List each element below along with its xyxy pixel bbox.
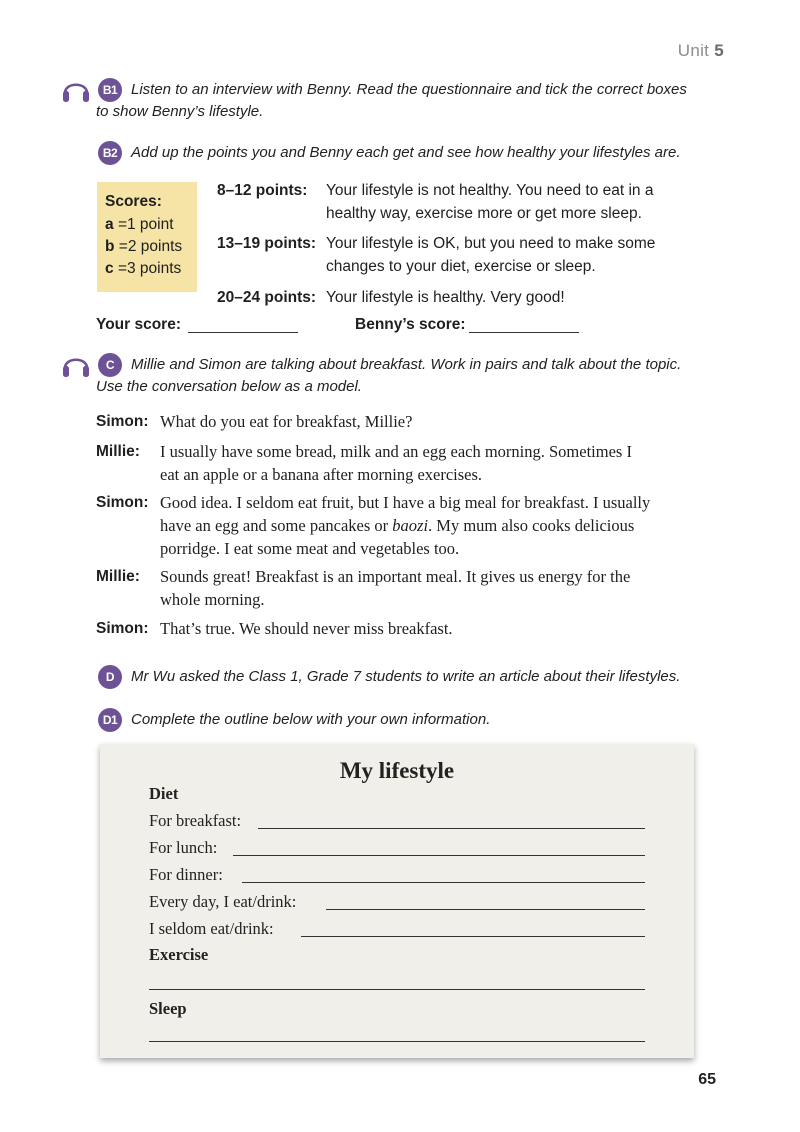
scores-title: Scores: — [105, 193, 162, 210]
benny-score-label: Benny’s score: — [355, 316, 466, 333]
scores-box — [97, 182, 197, 292]
your-score-input[interactable] — [188, 332, 298, 333]
headphones-icon — [60, 76, 92, 104]
exercise-heading: Exercise — [149, 945, 209, 964]
page-number: 65 — [698, 1071, 716, 1088]
sleep-input[interactable] — [149, 1041, 645, 1042]
dialogue-line: I usually have some bread, milk and an egg each morning. Sometimes I — [160, 442, 632, 461]
b1-instruction: Listen to an interview with Benny. Read the questionnaire and tick the correct boxes — [131, 81, 687, 98]
c-instruction-cont: Use the conversation below as a model. — [96, 378, 362, 395]
range-points: 20–24 points: — [217, 289, 317, 306]
score-c-letter: c — [105, 260, 114, 277]
headphones-icon — [60, 351, 92, 379]
dialogue-line: have an egg and some pancakes or baozi. My mum also cooks delicious — [160, 516, 635, 535]
outline-paper — [100, 744, 694, 1058]
d-badge: D — [98, 665, 122, 689]
score-a-letter: a — [105, 216, 114, 233]
diet-heading: Diet — [149, 784, 179, 803]
sleep-heading: Sleep — [149, 999, 187, 1018]
speaker: Millie: — [96, 443, 140, 460]
c-instruction: Millie and Simon are talking about breakfast. Work in pairs and talk about the topic. — [131, 356, 682, 373]
d-instruction: Mr Wu asked the Class 1, Grade 7 students to write an article about their lifestyles. — [131, 668, 681, 685]
range-text: changes to your diet, exercise or sleep. — [326, 258, 596, 275]
field-label: Every day, I eat/drink: — [149, 892, 297, 911]
b2-badge: B2 — [98, 141, 122, 165]
breakfast-input[interactable] — [258, 828, 645, 829]
speaker: Simon: — [96, 620, 149, 637]
dialogue-line: whole morning. — [160, 590, 265, 609]
range-points: 13–19 points: — [217, 235, 317, 252]
exercise-input[interactable] — [149, 989, 645, 990]
unit-number: 5 — [714, 41, 724, 60]
score-c-value: =3 points — [117, 260, 182, 277]
field-label: For breakfast: — [149, 811, 242, 830]
field-label: For dinner: — [149, 865, 223, 884]
range-points: 8–12 points: — [217, 182, 308, 199]
dialogue-line: That’s true. We should never miss breakfast. — [160, 619, 453, 638]
b1-badge: B1 — [98, 78, 122, 102]
range-text: Your lifestyle is not healthy. You need to eat in a — [326, 182, 654, 199]
benny-score-input[interactable] — [469, 332, 579, 333]
b2-instruction: Add up the points you and Benny each get and see how healthy your lifestyles are. — [131, 144, 681, 161]
dialogue-line: Sounds great! Breakfast is an important meal. It gives us energy for the — [160, 567, 631, 586]
dinner-input[interactable] — [242, 882, 645, 883]
speaker: Simon: — [96, 494, 149, 511]
outline-title: My lifestyle — [339, 758, 455, 783]
score-b-letter: b — [105, 238, 115, 255]
range-text: Your lifestyle is healthy. Very good! — [326, 289, 565, 306]
field-label: I seldom eat/drink: — [149, 919, 274, 938]
dialogue-line: porridge. I eat some meat and vegetables too. — [160, 539, 460, 558]
dialogue-line: eat an apple or a banana after morning exercises. — [160, 465, 483, 484]
score-b-value: =2 points — [118, 238, 183, 255]
field-label: For lunch: — [149, 838, 218, 857]
unit-label: Unit 5 — [677, 41, 724, 60]
speaker: Millie: — [96, 568, 140, 585]
score-a-value: =1 point — [117, 216, 174, 233]
range-text: healthy way, exercise more or get more sleep. — [326, 205, 642, 222]
seldom-input[interactable] — [301, 936, 645, 937]
dialogue-line: What do you eat for breakfast, Millie? — [160, 412, 413, 431]
range-text: Your lifestyle is OK, but you need to make some — [326, 235, 656, 252]
every-day-input[interactable] — [326, 909, 645, 910]
d1-instruction: Complete the outline below with your own information. — [131, 711, 491, 728]
dialogue-line: Good idea. I seldom eat fruit, but I have a big meal for breakfast. I usually — [160, 493, 651, 512]
italic-word: baozi — [392, 516, 429, 535]
lunch-input[interactable] — [233, 855, 645, 856]
b1-instruction-cont: to show Benny’s lifestyle. — [96, 103, 264, 120]
your-score-label: Your score: — [96, 316, 181, 333]
d1-badge: D1 — [98, 708, 122, 732]
c-badge: C — [98, 353, 122, 377]
speaker: Simon: — [96, 413, 149, 430]
